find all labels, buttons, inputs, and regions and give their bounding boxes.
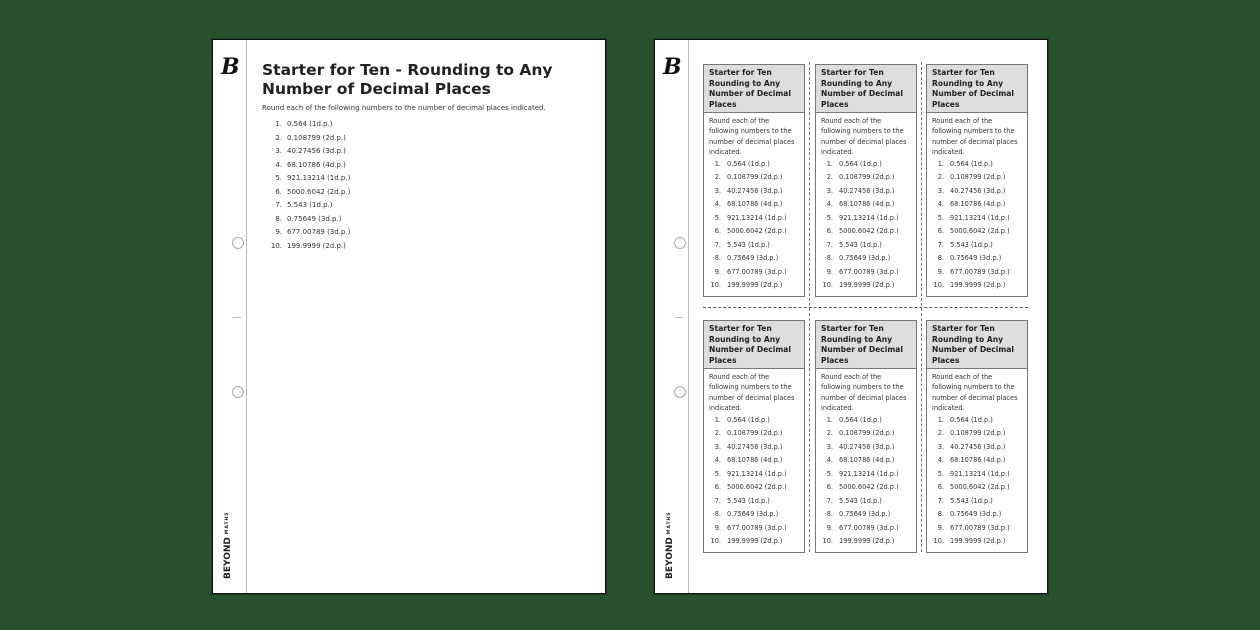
question-item: 3. 40.27456 (3d.p.) — [826, 442, 895, 451]
question-item: 8. 0.75649 (3d.p.) — [826, 510, 891, 519]
starter-card — [926, 320, 1028, 553]
question-item: 10. 199.9999 (2d.p.) — [710, 537, 783, 546]
punch-hole — [674, 386, 686, 398]
question-item: 9. 677.00789 (3d.p.) — [275, 228, 351, 236]
question-item: 10. 199.9999 (2d.p.) — [933, 281, 1006, 290]
question-item: 8. 0.75649 (3d.p.) — [275, 214, 342, 223]
punch-hole — [674, 237, 686, 249]
question-item: 10. 199.9999 (2d.p.) — [710, 281, 783, 290]
page-title: Starter for Ten - Rounding to Any Number of Decimal Places — [262, 61, 553, 98]
question-item: 3. 40.27456 (3d.p.) — [714, 186, 783, 195]
question-item: 2. 0.108799 (2d.p.) — [937, 173, 1006, 182]
beyond-logo-icon: B — [221, 54, 238, 80]
question-item: 6. 5000.6042 (2d.p.) — [937, 483, 1010, 492]
question-item: 1. 0.564 (1d.p.) — [826, 415, 882, 424]
question-item: 3. 40.27456 (3d.p.) — [275, 147, 346, 155]
question-item: 4. 68.10786 (4d.p.) — [275, 160, 346, 169]
question-item: 3. 40.27456 (3d.p.) — [937, 186, 1006, 195]
question-item: 8. 0.75649 (3d.p.) — [826, 254, 891, 263]
card-title: Starter for Ten Rounding to Any Number of Decimal Places — [816, 321, 916, 369]
question-item: 6. 5000.6042 (2d.p.) — [826, 227, 899, 236]
punch-hole — [232, 237, 244, 249]
card-instructions: Round each of the following numbers to the number of decimal places indicated. — [932, 117, 1018, 157]
question-item: 5. 921.13214 (1d.p.) — [937, 213, 1010, 222]
card-question-list — [932, 158, 1022, 293]
question-item: 6. 5000.6042 (2d.p.) — [826, 483, 899, 492]
question-item: 7. 5.543 (1d.p.) — [826, 496, 882, 505]
center-mark — [233, 317, 241, 318]
question-item: 10. 199.9999 (2d.p.) — [822, 537, 895, 546]
question-item: 7. 5.543 (1d.p.) — [937, 496, 993, 505]
question-item: 8. 0.75649 (3d.p.) — [937, 254, 1002, 263]
question-item: 6. 5000.6042 (2d.p.) — [937, 227, 1010, 236]
question-item: 9. 677.00789 (3d.p.) — [826, 523, 899, 532]
question-item: 6. 5000.6042 (2d.p.) — [275, 187, 351, 196]
question-item: 4. 68.10786 (4d.p.) — [937, 200, 1006, 209]
question-item: 9. 677.00789 (3d.p.) — [937, 523, 1010, 532]
question-item: 10. 199.9999 (2d.p.) — [270, 241, 346, 250]
starter-card — [703, 64, 805, 297]
question-item: 5. 921.13214 (1d.p.) — [275, 174, 351, 182]
binding-margin: B BEYONDMATHS — [655, 40, 689, 593]
question-item: 8. 0.75649 (3d.p.) — [714, 510, 779, 519]
binding-margin: B BEYONDMATHS — [213, 40, 247, 593]
card-instructions: Round each of the following numbers to the number of decimal places indicated. — [709, 117, 795, 157]
worksheet-page-full — [212, 39, 606, 594]
instructions: Round each of the following numbers to the number of decimal places indicated. — [262, 104, 546, 112]
question-item: 4. 68.10786 (4d.p.) — [714, 456, 783, 465]
card-title: Starter for Ten Rounding to Any Number of Decimal Places — [927, 321, 1027, 369]
card-question-list — [709, 414, 799, 549]
question-item: 6. 5000.6042 (2d.p.) — [714, 483, 787, 492]
question-item: 1. 0.564 (1d.p.) — [826, 159, 882, 168]
question-item: 2. 0.108799 (2d.p.) — [826, 429, 895, 438]
question-item: 5. 921.13214 (1d.p.) — [826, 213, 899, 222]
question-item: 7. 5.543 (1d.p.) — [714, 240, 770, 249]
card-title: Starter for Ten Rounding to Any Number of Decimal Places — [704, 321, 804, 369]
cut-line-vertical — [921, 62, 922, 552]
question-item: 2. 0.108799 (2d.p.) — [826, 173, 895, 182]
center-mark — [675, 317, 683, 318]
question-list — [265, 118, 350, 253]
card-instructions: Round each of the following numbers to the number of decimal places indicated. — [709, 373, 795, 413]
punch-hole — [232, 386, 244, 398]
question-item: 2. 0.108799 (2d.p.) — [937, 429, 1006, 438]
question-item: 4. 68.10786 (4d.p.) — [937, 456, 1006, 465]
question-item: 9. 677.00789 (3d.p.) — [937, 267, 1010, 276]
question-item: 9. 677.00789 (3d.p.) — [826, 267, 899, 276]
card-question-list — [709, 158, 799, 293]
cut-line-vertical — [809, 62, 810, 552]
question-item: 5. 921.13214 (1d.p.) — [937, 469, 1010, 478]
question-item: 2. 0.108799 (2d.p.) — [714, 429, 783, 438]
question-item: 8. 0.75649 (3d.p.) — [937, 510, 1002, 519]
question-item: 4. 68.10786 (4d.p.) — [714, 200, 783, 209]
question-item: 1. 0.564 (1d.p.) — [714, 415, 770, 424]
starter-card — [815, 320, 917, 553]
starter-card — [703, 320, 805, 553]
starter-card — [926, 64, 1028, 297]
question-item: 5. 921.13214 (1d.p.) — [826, 469, 899, 478]
question-item: 1. 0.564 (1d.p.) — [714, 159, 770, 168]
question-item: 4. 68.10786 (4d.p.) — [826, 200, 895, 209]
question-item: 7. 5.543 (1d.p.) — [937, 240, 993, 249]
question-item: 9. 677.00789 (3d.p.) — [714, 267, 787, 276]
card-instructions: Round each of the following numbers to the number of decimal places indicated. — [821, 117, 907, 157]
card-question-list — [821, 158, 911, 293]
cut-line-horizontal — [703, 307, 1028, 308]
question-item: 10. 199.9999 (2d.p.) — [822, 281, 895, 290]
question-item: 7. 5.543 (1d.p.) — [275, 201, 333, 209]
question-item: 3. 40.27456 (3d.p.) — [826, 186, 895, 195]
question-item: 8. 0.75649 (3d.p.) — [714, 254, 779, 263]
question-item: 4. 68.10786 (4d.p.) — [826, 456, 895, 465]
question-item: 1. 0.564 (1d.p.) — [937, 415, 993, 424]
question-item: 10. 199.9999 (2d.p.) — [933, 537, 1006, 546]
card-title: Starter for Ten Rounding to Any Number of Decimal Places — [816, 65, 916, 113]
question-item: 1. 0.564 (1d.p.) — [275, 120, 333, 128]
card-title: Starter for Ten Rounding to Any Number of Decimal Places — [704, 65, 804, 113]
question-item: 1. 0.564 (1d.p.) — [937, 159, 993, 168]
question-item: 2. 0.108799 (2d.p.) — [714, 173, 783, 182]
question-item: 5. 921.13214 (1d.p.) — [714, 469, 787, 478]
question-item: 5. 921.13214 (1d.p.) — [714, 213, 787, 222]
question-item: 9. 677.00789 (3d.p.) — [714, 523, 787, 532]
beyond-logo-icon: B — [663, 54, 680, 80]
card-question-list — [932, 414, 1022, 549]
question-item: 3. 40.27456 (3d.p.) — [714, 442, 783, 451]
card-instructions: Round each of the following numbers to the number of decimal places indicated. — [932, 373, 1018, 413]
question-item: 6. 5000.6042 (2d.p.) — [714, 227, 787, 236]
question-item: 7. 5.543 (1d.p.) — [826, 240, 882, 249]
starter-card — [815, 64, 917, 297]
question-item: 3. 40.27456 (3d.p.) — [937, 442, 1006, 451]
question-item: 2. 0.108799 (2d.p.) — [275, 133, 346, 142]
question-item: 7. 5.543 (1d.p.) — [714, 496, 770, 505]
card-title: Starter for Ten Rounding to Any Number of Decimal Places — [927, 65, 1027, 113]
card-question-list — [821, 414, 911, 549]
card-instructions: Round each of the following numbers to the number of decimal places indicated. — [821, 373, 907, 413]
